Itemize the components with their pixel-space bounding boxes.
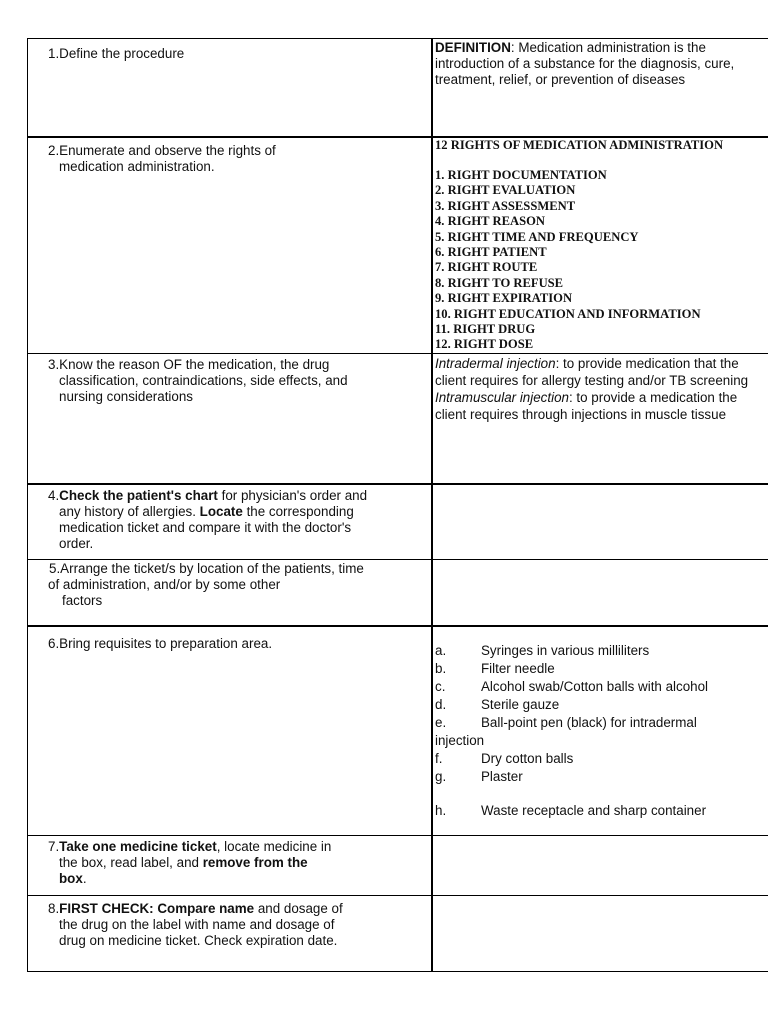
step-text: order.: [59, 536, 94, 552]
table-row: [28, 137, 768, 354]
detail-cell: [432, 835, 768, 895]
step-text: classification, contraindications, side effects, and: [59, 372, 348, 388]
definition-term: DEFINITION: [435, 40, 511, 55]
rights-item: 3. RIGHT ASSESSMENT: [435, 198, 576, 213]
step-text: for physician's order and: [217, 488, 368, 504]
step-bold-text: FIRST CHECK: Compare name: [59, 900, 255, 916]
step-text: the drug on the label with name and dosage of: [59, 916, 335, 932]
step-text: Define the procedure: [59, 46, 185, 61]
table-row: [28, 835, 768, 895]
step-cell: [28, 353, 433, 484]
step-text: any history of allergies.: [59, 504, 200, 520]
step-number: 1.: [48, 46, 60, 61]
step-number: 6.: [48, 636, 60, 652]
detail-cell: [432, 559, 768, 626]
injection-text: : to provide a medication the client requires through injections in muscle tissue: [435, 389, 738, 422]
step-text: medication ticket and compare it with the doctor's: [59, 520, 352, 536]
rights-item: 4. RIGHT REASON: [435, 214, 545, 229]
step-text: , locate medicine in: [216, 838, 332, 854]
injection-term: Intramuscular injection: [435, 389, 569, 405]
step-text: medication administration.: [59, 158, 215, 174]
step-text: factors: [62, 592, 103, 608]
table-row: [28, 895, 768, 971]
table-row: [28, 559, 768, 626]
list-item: e. Ball-point pen (black) for intradermal: [435, 715, 697, 731]
rights-item: 5. RIGHT TIME AND FREQUENCY: [435, 229, 639, 244]
table-row: [28, 484, 768, 559]
step-number: 8.: [48, 900, 60, 916]
step-cell: [28, 137, 433, 354]
step-cell: [28, 895, 433, 971]
injection-term: Intradermal injection: [435, 355, 556, 371]
rights-item: 7. RIGHT ROUTE: [435, 260, 538, 275]
step-text: Enumerate and observe the rights of: [59, 142, 276, 158]
rights-item: 6. RIGHT PATIENT: [435, 244, 547, 259]
step-text: of administration, and/or by some other: [48, 576, 281, 592]
table-row: [28, 353, 768, 484]
step-bold-text: Check the patient's chart: [59, 488, 218, 504]
list-item: g. Plaster: [435, 769, 523, 785]
rights-title: 12 RIGHTS OF MEDICATION ADMINISTRATION: [435, 137, 724, 152]
detail-cell: [432, 626, 768, 835]
step-number: 2.: [48, 142, 60, 158]
step-cell: [28, 626, 433, 835]
step-text: nursing considerations: [59, 388, 193, 404]
step-bold-text: remove from the: [202, 854, 308, 870]
step-number: 3.: [48, 356, 60, 372]
injection-text: : to provide medication that the client requires for allergy testing and/or TB screening: [435, 355, 749, 388]
step-cell: [28, 484, 433, 559]
list-item: f. Dry cotton balls: [435, 751, 574, 767]
detail-cell: [432, 39, 768, 137]
rights-item: 8. RIGHT TO REFUSE: [435, 275, 564, 290]
table-row: [28, 39, 768, 137]
rights-item: 1. RIGHT DOCUMENTATION: [435, 167, 607, 182]
list-item: c. Alcohol swab/Cotton balls with alcohol: [435, 679, 709, 695]
step-number: 5.: [49, 560, 61, 576]
step-text: Arrange the ticket/s by location of the patients, time: [60, 560, 364, 576]
list-item-wrap: injection: [435, 733, 485, 749]
detail-cell: [432, 484, 768, 559]
step-number: 4.: [48, 488, 60, 504]
list-item: d. Sterile gauze: [435, 697, 560, 713]
step-number: 7.: [48, 838, 60, 854]
list-item: a. Syringes in various milliliters: [435, 643, 650, 659]
step-text: the corresponding: [242, 504, 354, 520]
step-text: and dosage of: [254, 900, 343, 916]
detail-cell: [432, 137, 768, 354]
step-cell: [28, 559, 433, 626]
list-item: b. Filter needle: [435, 661, 555, 677]
rights-item: 9. RIGHT EXPIRATION: [435, 291, 573, 306]
requisites-list: [433, 627, 768, 820]
step-bold-text: Take one medicine ticket: [59, 838, 217, 854]
rights-item: 12. RIGHT DOSE: [435, 337, 534, 352]
definition-text: : Medication administration is the introduction of a substance for the diagnosis, cure, treatment, relief, or prevention of diseases: [435, 40, 735, 87]
detail-cell: [432, 895, 768, 971]
step-text: Bring requisites to preparation area.: [59, 636, 273, 652]
step-text: Know the reason OF the medication, the drug: [59, 356, 330, 372]
step-cell: [28, 39, 433, 137]
step-text: drug on medicine ticket. Check expiration date.: [59, 932, 338, 948]
rights-item: 2. RIGHT EVALUATION: [435, 183, 576, 198]
rights-item: 10. RIGHT EDUCATION AND INFORMATION: [435, 306, 701, 321]
table-row: [28, 626, 768, 835]
step-text: the box, read label, and: [59, 854, 203, 870]
list-item: h. Waste receptacle and sharp container: [435, 803, 707, 819]
detail-cell: [432, 353, 768, 484]
procedure-table: [27, 38, 768, 972]
step-bold-text: box: [59, 870, 83, 886]
step-cell: 7.Take one medicine ticket, locate medicine in the box, read label, and remove from the box.: [28, 835, 433, 895]
step-bold-text: Locate: [199, 504, 243, 520]
rights-item: 11. RIGHT DRUG: [435, 321, 536, 336]
